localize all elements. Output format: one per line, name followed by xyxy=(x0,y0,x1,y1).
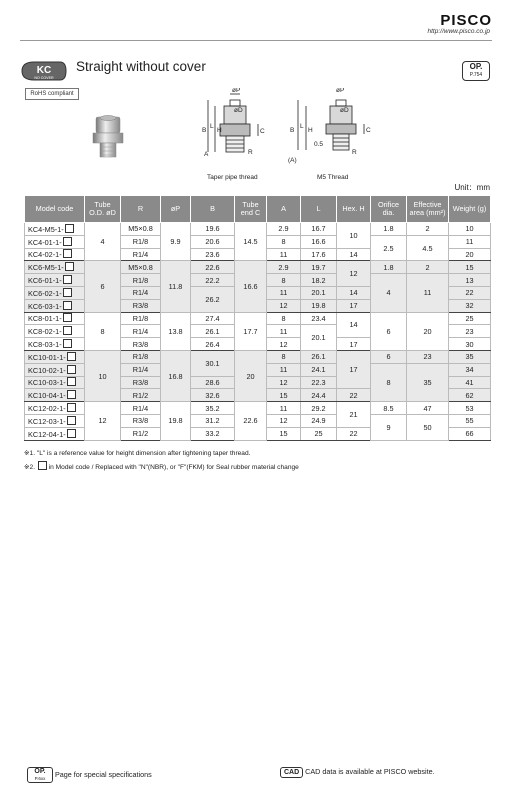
r-cell: R1/4 xyxy=(121,248,161,261)
p-cell: 19.8 xyxy=(161,402,191,440)
label-l-left: L xyxy=(210,123,214,130)
c-cell: 14.5 xyxy=(235,223,267,261)
r-cell: R1/4 xyxy=(121,286,161,299)
area-cell: 11 xyxy=(407,274,449,312)
caption-m5: M5 Thread xyxy=(317,174,349,181)
footer-cad[interactable] xyxy=(280,767,435,778)
b-cell: 26.4 xyxy=(191,338,235,351)
area-cell: 47 xyxy=(407,402,449,415)
model-code-text: KC6-01-1- xyxy=(28,276,62,286)
r-cell: R3/8 xyxy=(121,376,161,389)
table-row xyxy=(25,312,491,325)
weight-cell: 53 xyxy=(449,402,491,415)
h-cell: 17 xyxy=(337,299,371,312)
b-cell: 22.2 xyxy=(191,274,235,287)
group-kc12 xyxy=(25,402,491,440)
h-cell: 14 xyxy=(337,248,371,261)
b-cell: 28.6 xyxy=(191,376,235,389)
group-kc4 xyxy=(25,223,491,261)
seal-code-box xyxy=(65,262,74,271)
c-cell: 16.6 xyxy=(235,261,267,312)
b-cell: 33.2 xyxy=(191,427,235,440)
seal-code-box xyxy=(63,249,72,258)
l-cell: 19.7 xyxy=(301,261,337,274)
c-cell: 20 xyxy=(235,350,267,401)
kc-badge-label: KC xyxy=(36,65,52,76)
spec-table xyxy=(24,195,491,441)
r-cell: R1/4 xyxy=(121,325,161,338)
col-hex: Hex. H xyxy=(337,196,371,223)
seal-code-box xyxy=(67,365,76,374)
model-code-text: KC12-03-1- xyxy=(28,416,66,426)
label-r-right: R xyxy=(352,149,357,156)
l-cell: 20.1 xyxy=(301,325,337,351)
label-b-right: B xyxy=(290,127,295,134)
model-cell xyxy=(25,261,85,274)
r-cell: M5×0.8 xyxy=(121,223,161,236)
col-l: L xyxy=(301,196,337,223)
a-cell: 11 xyxy=(267,402,301,415)
p-cell: 13.8 xyxy=(161,312,191,350)
op-page: P.754 xyxy=(469,72,483,78)
l-cell: 23.4 xyxy=(301,312,337,325)
col-c: Tube end C xyxy=(235,196,267,223)
seal-code-box xyxy=(63,275,72,284)
od-cell: 8 xyxy=(85,312,121,350)
l-cell: 29.2 xyxy=(301,402,337,415)
kc-badge-sub: NO COVER xyxy=(34,76,54,80)
op-label: OP. xyxy=(469,62,483,71)
model-code-text: KC6-02-1- xyxy=(28,288,62,298)
r-cell: R1/8 xyxy=(121,312,161,325)
a-cell: 12 xyxy=(267,414,301,427)
model-cell xyxy=(25,338,85,351)
l-cell: 16.6 xyxy=(301,235,337,248)
r-cell: R1/2 xyxy=(121,427,161,440)
a-cell: 8 xyxy=(267,350,301,363)
weight-cell: 55 xyxy=(449,414,491,427)
l-cell: 26.1 xyxy=(301,350,337,363)
a-cell: 2.9 xyxy=(267,223,301,236)
a-cell: 11 xyxy=(267,363,301,376)
kc-series-badge xyxy=(20,60,68,82)
c-cell: 17.7 xyxy=(235,312,267,350)
weight-cell: 23 xyxy=(449,325,491,338)
r-cell: R1/8 xyxy=(121,350,161,363)
orifice-cell: 6 xyxy=(371,312,407,350)
r-cell: R3/8 xyxy=(121,299,161,312)
cad-icon: CAD xyxy=(280,767,303,778)
group-kc10 xyxy=(25,350,491,401)
model-code-text: KC6-M5-1- xyxy=(28,263,64,273)
model-code-text: KC12-04-1- xyxy=(28,429,66,439)
seal-code-box xyxy=(67,390,76,399)
r-cell: R3/8 xyxy=(121,338,161,351)
seal-code-box xyxy=(67,403,76,412)
label-d-right: øD xyxy=(340,107,349,114)
seal-code-box xyxy=(63,313,72,322)
weight-cell: 20 xyxy=(449,248,491,261)
r-cell: R1/4 xyxy=(121,402,161,415)
p-cell: 16.8 xyxy=(161,350,191,401)
r-cell: R1/8 xyxy=(121,274,161,287)
seal-code-box xyxy=(63,288,72,297)
b-cell: 20.6 xyxy=(191,235,235,248)
table-row xyxy=(25,261,491,274)
a-cell: 11 xyxy=(267,325,301,338)
weight-cell: 41 xyxy=(449,376,491,389)
h-cell: 17 xyxy=(337,350,371,388)
note-2-prefix: ※2. xyxy=(24,464,37,471)
r-cell: R1/8 xyxy=(121,235,161,248)
label-l-right: L xyxy=(300,123,304,130)
website-url[interactable]: http://www.pisco.co.jp xyxy=(427,28,490,35)
col-area: Effective area (mm²) xyxy=(407,196,449,223)
area-cell: 2 xyxy=(407,223,449,236)
weight-cell: 22 xyxy=(449,286,491,299)
b-cell: 31.2 xyxy=(191,414,235,427)
h-cell: 12 xyxy=(337,261,371,287)
label-p-left: øP xyxy=(232,88,241,94)
a-cell: 15 xyxy=(267,389,301,402)
model-code-text: KC4-01-1- xyxy=(28,237,62,247)
seal-code-box xyxy=(63,339,72,348)
note-2-text: in Model code / Replaced with "N"(NBR), or "F"(FKM) for Seal rubber material change xyxy=(46,464,299,471)
c-cell: 22.6 xyxy=(235,402,267,440)
caption-taper: Taper pipe thread xyxy=(207,174,258,181)
label-05-right: 0.5 xyxy=(314,141,324,148)
weight-cell: 35 xyxy=(449,350,491,363)
p-cell: 11.8 xyxy=(161,261,191,312)
footer-special-specs[interactable] xyxy=(27,767,152,783)
model-cell xyxy=(25,274,85,287)
a-cell: 15 xyxy=(267,427,301,440)
model-code-text: KC10-01-1- xyxy=(28,352,66,362)
b-cell: 26.1 xyxy=(191,325,235,338)
weight-cell: 15 xyxy=(449,261,491,274)
od-cell: 12 xyxy=(85,402,121,440)
l-cell: 16.7 xyxy=(301,223,337,236)
label-c-right: C xyxy=(366,127,371,134)
seal-code-box xyxy=(67,377,76,386)
b-cell: 27.4 xyxy=(191,312,235,325)
table-header-row xyxy=(25,196,491,223)
col-model: Model code xyxy=(25,196,85,223)
r-cell: R3/8 xyxy=(121,414,161,427)
model-cell xyxy=(25,427,85,440)
product-title: Straight without cover xyxy=(76,59,206,74)
seal-code-box xyxy=(63,237,72,246)
h-cell: 22 xyxy=(337,427,371,440)
od-cell: 4 xyxy=(85,223,121,261)
l-cell: 24.9 xyxy=(301,414,337,427)
h-cell: 14 xyxy=(337,286,371,299)
seal-code-box xyxy=(67,416,76,425)
col-weight: Weight (g) xyxy=(449,196,491,223)
h-cell: 17 xyxy=(337,338,371,351)
options-page-badge[interactable] xyxy=(462,61,490,81)
weight-cell: 34 xyxy=(449,363,491,376)
model-cell xyxy=(25,325,85,338)
weight-cell: 13 xyxy=(449,274,491,287)
seal-code-box xyxy=(67,429,76,438)
r-cell: R1/2 xyxy=(121,389,161,402)
model-cell xyxy=(25,389,85,402)
od-cell: 6 xyxy=(85,261,121,312)
a-cell: 8 xyxy=(267,235,301,248)
label-d-left: øD xyxy=(234,107,243,114)
model-cell xyxy=(25,223,85,236)
model-code-text: KC8-02-1- xyxy=(28,327,62,337)
model-cell xyxy=(25,414,85,427)
label-a-paren-right: (A) xyxy=(288,157,297,164)
table-row xyxy=(25,402,491,415)
l-cell: 22.3 xyxy=(301,376,337,389)
brand-logo: PISCO xyxy=(440,12,492,29)
area-cell: 23 xyxy=(407,350,449,363)
b-cell: 22.6 xyxy=(191,261,235,274)
label-p-right: øP xyxy=(336,88,345,94)
rohs-badge: RoHS compliant xyxy=(25,88,79,100)
r-cell: R1/4 xyxy=(121,363,161,376)
h-cell: 10 xyxy=(337,223,371,249)
col-r: R xyxy=(121,196,161,223)
orifice-cell: 8 xyxy=(371,363,407,401)
model-code-text: KC8-03-1- xyxy=(28,340,62,350)
seal-code-box xyxy=(38,461,47,470)
l-cell: 20.1 xyxy=(301,286,337,299)
weight-cell: 62 xyxy=(449,389,491,402)
model-cell xyxy=(25,299,85,312)
area-cell: 20 xyxy=(407,312,449,350)
b-cell: 30.1 xyxy=(191,350,235,376)
a-cell: 8 xyxy=(267,274,301,287)
od-cell: 10 xyxy=(85,350,121,401)
note-2 xyxy=(24,461,299,471)
header-divider xyxy=(20,40,492,41)
a-cell: 11 xyxy=(267,248,301,261)
b-cell: 23.6 xyxy=(191,248,235,261)
model-cell xyxy=(25,402,85,415)
model-code-text: KC8-01-1- xyxy=(28,314,62,324)
a-cell: 2.9 xyxy=(267,261,301,274)
model-code-text: KC10-02-1- xyxy=(28,365,66,375)
table-row xyxy=(25,223,491,236)
footer-cad-text: CAD data is available at PISCO website. xyxy=(305,767,435,776)
a-cell: 8 xyxy=(267,312,301,325)
weight-cell: 10 xyxy=(449,223,491,236)
orifice-cell: 9 xyxy=(371,414,407,440)
area-cell: 2 xyxy=(407,261,449,274)
col-b: B xyxy=(191,196,235,223)
orifice-cell: 1.8 xyxy=(371,223,407,236)
orifice-cell: 6 xyxy=(371,350,407,363)
model-cell xyxy=(25,350,85,363)
h-cell: 22 xyxy=(337,389,371,402)
h-cell: 21 xyxy=(337,402,371,428)
weight-cell: 32 xyxy=(449,299,491,312)
p-cell: 9.9 xyxy=(161,223,191,261)
seal-code-box xyxy=(63,301,72,310)
a-cell: 12 xyxy=(267,376,301,389)
col-p: øP xyxy=(161,196,191,223)
label-c-left: C xyxy=(260,128,265,135)
area-cell: 50 xyxy=(407,414,449,440)
l-cell: 19.8 xyxy=(301,299,337,312)
l-cell: 24.1 xyxy=(301,363,337,376)
orifice-cell: 1.8 xyxy=(371,261,407,274)
label-b-left: B xyxy=(202,127,207,134)
b-cell: 35.2 xyxy=(191,402,235,415)
col-orifice: Orifice dia. xyxy=(371,196,407,223)
weight-cell: 66 xyxy=(449,427,491,440)
label-r-left: R xyxy=(248,149,253,156)
b-cell: 19.6 xyxy=(191,223,235,236)
model-cell xyxy=(25,235,85,248)
area-cell: 4.5 xyxy=(407,235,449,261)
l-cell: 18.2 xyxy=(301,274,337,287)
b-cell: 26.2 xyxy=(191,286,235,312)
group-kc6 xyxy=(25,261,491,312)
taper-thread-drawing xyxy=(208,94,258,152)
l-cell: 25 xyxy=(301,427,337,440)
model-code-text: KC4-02-1- xyxy=(28,250,62,260)
model-code-text: KC12-02-1- xyxy=(28,404,66,414)
model-code-text: KC6-03-1- xyxy=(28,301,62,311)
seal-code-box xyxy=(65,224,74,233)
weight-cell: 11 xyxy=(449,235,491,248)
a-cell: 11 xyxy=(267,286,301,299)
area-cell: 35 xyxy=(407,363,449,401)
label-a-left: A xyxy=(204,151,209,158)
r-cell: M5×0.8 xyxy=(121,261,161,274)
model-cell xyxy=(25,286,85,299)
orifice-cell: 2.5 xyxy=(371,235,407,261)
table-row xyxy=(25,350,491,363)
model-code-text: KC10-04-1- xyxy=(28,391,66,401)
model-cell xyxy=(25,363,85,376)
seal-code-box xyxy=(63,326,72,335)
group-kc8 xyxy=(25,312,491,350)
m5-thread-drawing xyxy=(298,100,364,150)
dimension-drawing xyxy=(178,88,488,188)
orifice-cell: 8.5 xyxy=(371,402,407,415)
note-1: ※1. "L" is a reference value for height dimension after tightening taper thread. xyxy=(24,450,251,457)
label-h-left: H xyxy=(217,127,222,134)
unit-label: Unit：mm xyxy=(454,183,490,192)
col-tube-od: Tube O.D. øD xyxy=(85,196,121,223)
model-cell xyxy=(25,312,85,325)
col-a: A xyxy=(267,196,301,223)
b-cell: 32.6 xyxy=(191,389,235,402)
a-cell: 12 xyxy=(267,299,301,312)
op-footer-badge: OP. P.6xx xyxy=(27,767,53,783)
weight-cell: 25 xyxy=(449,312,491,325)
a-cell: 12 xyxy=(267,338,301,351)
h-cell: 14 xyxy=(337,312,371,338)
footer-op-text: Page for special specifications xyxy=(55,769,152,779)
l-cell: 17.6 xyxy=(301,248,337,261)
orifice-cell: 4 xyxy=(371,274,407,312)
label-h-right: H xyxy=(308,127,313,134)
model-cell xyxy=(25,248,85,261)
model-code-text: KC10-03-1- xyxy=(28,378,66,388)
weight-cell: 30 xyxy=(449,338,491,351)
model-cell xyxy=(25,376,85,389)
seal-code-box xyxy=(67,352,76,361)
model-code-text: KC4-M5-1- xyxy=(28,224,64,234)
fitting-photo xyxy=(88,115,130,161)
l-cell: 24.4 xyxy=(301,389,337,402)
